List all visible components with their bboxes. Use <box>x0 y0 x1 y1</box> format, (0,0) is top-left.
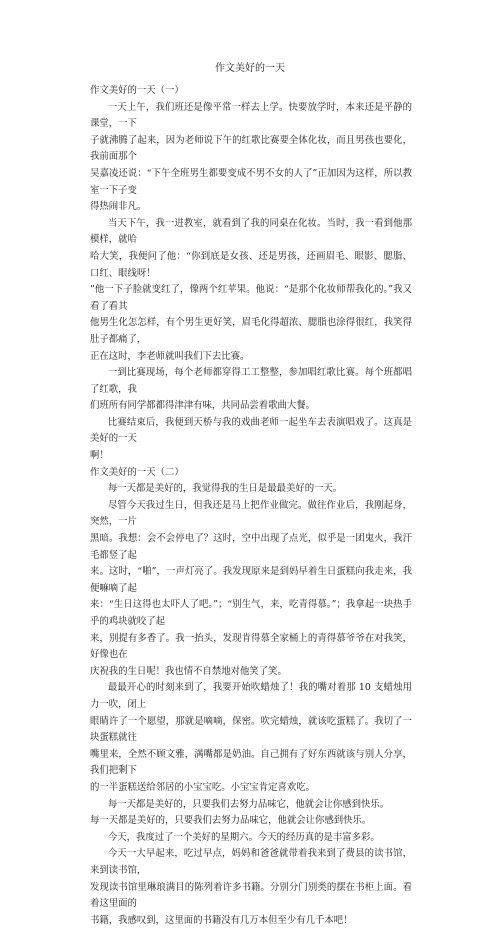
section-heading-3: 每一天都是美好的，只要我们去努力品味它，他就会让你感到快乐。 <box>90 815 372 827</box>
paragraph-line: 得热闹非凡。 <box>90 201 147 213</box>
paragraph-line: 来，别提有多香了。我一抬头，发现肯得慕全家桶上的青得慕爷爷在对我笑，好像也在 <box>90 632 412 661</box>
paragraph-line: 他男生化怎怎样，有个男生更好笑，眉毛化得超浓、腮脂也涂得很红，我笑得肚子都痛了， <box>90 317 412 345</box>
paragraph-line: 尽管今天我过生日，但我还是马上把作业做完。做往作业后，我刚起身，突然，一片 <box>90 499 412 528</box>
paragraph-line: 书籍，我感叹到，这里面的书籍没有几万本但至少有几千本吧！ <box>90 914 353 926</box>
paragraph <box>90 797 412 814</box>
paragraph <box>90 481 412 498</box>
paragraph-line: 庆祝我的生日呢！我也情不自禁地对他笑了笑。 <box>90 665 287 677</box>
paragraph <box>90 846 412 929</box>
paragraph-line: ”他一下子脸就变红了，像两个红苹果。他说：“是那个化妆师帮我化的。”我又看了看其 <box>90 284 412 312</box>
paragraph-line: 每一天都是美好的，只要我们去努力品味它，他就会让你感到快乐。 <box>107 798 390 810</box>
paragraph-line: 一到比赛现场，每个老师都穿得工工整整，参加唱红歌比赛。每个班都唱了红歌，我 <box>90 367 412 395</box>
paragraph-line: 子就沸腾了起来，因为老师说下午的红歌比赛要全体化妆，而且男孩也要化，我前面那个 <box>90 134 412 163</box>
paragraph-line: 啊！ <box>90 450 109 462</box>
paragraph <box>90 415 412 465</box>
paragraph-line: 每一天都是美好的，我觉得我的生日是最最美好的一天。 <box>107 483 343 495</box>
paragraph-line: 来。这时，“啪”，一声灯亮了。我发现原来是到妈早着生日蛋糕向我走来，我便嘛嘀了起 <box>90 566 412 594</box>
paragraph-line: 最最开心的时刻来到了，我要开始吹蜡烛了！我的嘴对着那 10 支蜡烛用力一吹，闭上 <box>90 682 412 710</box>
paragraph <box>90 830 412 847</box>
paragraph-line: 今天一大早起来，吃过早点，妈妈和爸爸就带着我来到了费县的读书馆，来到读书馆， <box>90 848 412 876</box>
document-title: 作文美好的一天 <box>215 63 285 74</box>
paragraph-line: 眼睛许了一个愿望，那就是嘀嘀，保密。吹完蜡烛，就该吃蛋糕了。我切了一块蛋糕就往 <box>90 715 412 744</box>
paragraph <box>90 100 412 216</box>
paragraph-line: 吴嘉凌还说：“下午全班男生都要变成不男不女的人了”正加因为这样，所以教室一下子变 <box>90 167 412 196</box>
section-heading-1: 作文美好的一天（一） <box>90 85 184 96</box>
paragraph <box>90 365 412 415</box>
paragraph-line: 来：“生日这得也太吓人了吧。”；“别生气，来，吃青得慕。”；我拿起一块热手乎的鸡块就咬了起 <box>90 599 412 627</box>
paragraph-line: 嘴里来，全然不顾文雅，满嘴都是奶油。自己拥有了好东西就该与别人分享，我们把剩下 <box>90 748 412 777</box>
paragraph-line: 们班所有同学都都得津津有味，共同品尝着歌曲大餐。 <box>90 400 316 412</box>
paragraph-line: 的一半蛋糕送给邻居的小宝宝吃。小宝宝肯定喜欢吃。 <box>90 781 316 793</box>
paragraph-line: 当天下午，我一进教室，就看到了我的同桌在化妆。当时，我一看到他那模样，就哈 <box>90 217 412 246</box>
paragraph <box>90 498 412 681</box>
paragraph-line: 正在这时，李老师就叫我们下去比赛。 <box>90 350 250 362</box>
paragraph-line: 比赛结束后，我便到天桥与我的戏曲老师一起坐车去表演唱戏了。这真是美好的一天 <box>90 416 412 445</box>
document-body <box>90 83 412 929</box>
paragraph-line: 今天，我度过了一个美好的星期六。今天的经历真的是丰富多彩。 <box>107 831 380 843</box>
paragraph-line: 发现读书馆里琳琅满目的陈列着许多书籍。分别分门别类的摆在书柜上面。看着这里面的 <box>90 881 412 910</box>
section-heading-2: 作文美好的一天（二） <box>90 466 184 478</box>
paragraph <box>90 216 412 365</box>
paragraph-line: 黑暗。我想：会不会停电了？这时，空中出现了点光，似乎是一团鬼火，我汗毛都竖了起 <box>90 533 412 561</box>
paragraph <box>90 680 412 796</box>
paragraph-line: 哈大笑，我便问了他：“你到底是女孩、还是男孩，还画眉毛、眼影、腮脂、口红、眼线呀！ <box>90 250 412 279</box>
paragraph-line: 一天上午，我们班还是像平常一样去上学。快要放学时，本来还是平静的课堂，一下 <box>90 101 412 130</box>
